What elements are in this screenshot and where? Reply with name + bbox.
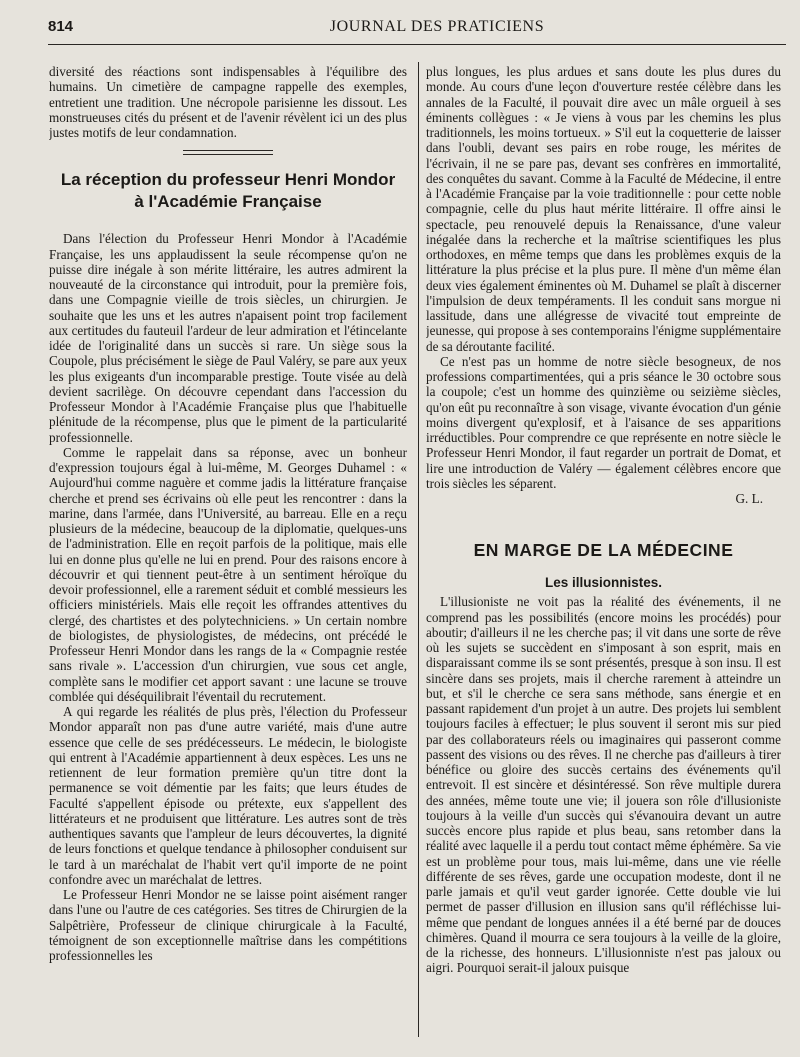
article-title-line-2: à l'Académie Française [134,192,322,212]
author-signature: G. L. [735,491,763,506]
journal-title: JOURNAL DES PRATICIENS [329,18,545,35]
section-paragraph: L'illusioniste ne voit pas la réalité des événements, il ne comprend pas les possibilités (encore moins les procédés) pour aboutir; d'ailleurs il ne les cherche pas; il vit dans une sorte de rêve où les sujets se succèdent en s'imposant à son esprit, mais en disparaissant comme ils se sont présentés, presque à son insu. Il est sincère dans ses projets, mais il cherche rarement à atteindre un but, et s'il le cherche ce sera sans méthode, sans énergie et en passant rapidement d'un projet à un autre. Des projets lui semblent toujours faciles à effectuer; le plus souvent il seront mis sur pied par des collaborateurs réels ou imaginaires qui passeront comme passent des visions ou des rêves. Il ne cherche pas d'ailleurs à tirer bénéfice ou gloire des succès certains des événements qu'il entrevoit. Il est sincère et désintéressé. Son rêve multiple durera des années, même toute une vie; il jouera son rôle d'illusioniste toujours à la veille d'un succès qui s'évanouira devant un autre succès encore plus rapide et plus beau, sans retomber dans la réalité avec laquelle il a perdu tout contact même éphémère. Sa vie est un problème pour tous, mais lui-même, dans une vie réelle différente de ses rêves, garde une occupation modeste, dont il ne parle jamais et qu'il veut garder ignorée. Cette double vie lui permet de passer d'illusion en illusion sans qu'il réfléchisse lui-même que pendant de longues années il a été berné par de douces chimères. Quand il mourra ce sera toujours à la veille de la gloire, de la richesse, des honneurs. L'illusionniste n'est pas jaloux ou aigri. Pourquoi serait-il jaloux puisque [426,594,781,976]
article-paragraph-continued: plus longues, les plus ardues et sans doute les plus dures du monde. Au cours d'une leçon d'ouverture restée célèbre dans les annales de la Faculté, il pouvait dire avec un mâle orgueil à ses éminents collègues : « Je viens à vous par les chemins les plus traditionnels, les moins tortueux. » S'il eut la coquetterie de laisser dans l'oubli, devant ses pairs en robe rouge, les mérites de l'écrivain, il ne se pare pas, devant ses confrères en immortalité, des conquêtes du savant. Comme à la Faculté de Médecine, il entre à l'Académie Française par la voie traditionnelle : pour cette noble compagnie, celle du plus haut mérite littéraire. Il offre ainsi le spectacle, peu renouvelé depuis la Renaissance, d'une valeur inégalée dans la recherche et la maîtrise scientifiques les plus orthodoxes, en même temps que dans les problèmes exquis de la littérature la plus précise et la plus pure. Il mène d'un même élan deux vies également éminentes où M. Duhamel se plaît à discerner l'impulsion de deux tempéraments. Il les conduit sans morgue ni lassitude, dans une allégresse de vivacité tout empreinte de jeunesse, qui propose à ses contemporains l'énigme supplémentaire de sa déroutante facilité. [426,64,781,354]
article-paragraph: Ce n'est pas un homme de notre siècle besogneux, de nos professions compartimentées, qui a pris séance le 30 octobre sous la coupole; c'est un homme des quinzième ou seizième siècles, qu'on eût pu reconnaître à son visage, vivante évocation d'un génie moins divergent qu'explosif, et à l'aisance de ses apparitions irréductibles. Pour comprendre ce que représente en notre siècle le Professeur Henri Mondor, il faut regarder un portrait de Domat, et lire une introduction de Valéry — également célèbres encore que trois siècles les séparent. [426,353,781,491]
intro-paragraph: diversité des réactions sont indispensables à l'équilibre des humains. Un cimetière de campagne rappelle des exemples, entretient une tradition. Une nécropole parisienne les dissout. Les monstrueuses cités du présent et de l'avenir révèlent ici un des plus justes motifs de leur condamnation. [49,64,407,140]
header-rule [48,44,786,45]
article-title-line-1: La réception du professeur Henri Mondor [60,170,396,190]
page-number: 814 [48,18,74,35]
article-title [49,169,407,213]
section-gap [426,506,781,536]
section-title: EN MARGE DE LA MÉDECINE [473,540,734,561]
page-header [48,18,786,40]
article-paragraph: Dans l'élection du Professeur Henri Mondor à l'Académie Française, les uns applaudissent la seule récompense qu'on ne puisse dire inégale à son mérite littéraire, les autres admirent la nouveauté de la circonstance qui introduit, pour la première fois, dans une Compagnie vieille de trois siècles, un chirurgien. Je souhaite que les uns et les autres n'apaisent point trop facilement aux certitudes du fauteuil l'ardeur de leur admiration et l'étincelante idée de l'originalité dans un succès si rare. Un siège sous la Coupole, plus précisément le siège de Paul Valéry, se pare aux yeux les plus exigeants d'un incomparable prestige. Toute visée au delà devient sacrilège. On découvre cependant dans l'accession du Professeur Mondor à l'Académie Française plus que l'habituelle plénitude de la récompense, plus que le piment de la particularité professionnelle. [49,231,407,445]
right-column [426,64,781,1039]
subsection-title: Les illusionnistes. [544,575,663,591]
article-separator [183,150,273,155]
article-paragraph: Comme le rappelait dans sa réponse, avec un bonheur d'expression toujours égal à lui-même, M. Georges Duhamel : « Aujourd'hui comme naguère et comme jadis la littérature française cherche et prend ses écrivains où elle peut les rencontrer : dans la marine, dans l'armée, dans l'Université, au barreau. Elle en a reçu plusieurs de la médecine, beaucoup de la diplomatie, quelques-uns de l'administration. Elle en reçoit parfois de la politique, mais elle lui en donne plus qu'elle ne lui en prend. Pour des raisons encore à découvrir et qui tiennent peut-être à un sentiment héroïque du devoir professionnel, elle a rarement séduit et comblé messieurs les officiers ministériels. Mais elle reçoit les offrandes attentives du clergé, des chartistes et des polytechniciens. » Un certain nombre de biologistes, de physiologistes, de médecins, ont précédé le Professeur Henri Mondor dans les rangs de la « Compagnie restée sans rivale ». L'accession d'un chirurgien, vue sous cet angle, complète sans le modifier cet apport savant : une lacune se trouve comblée qui déséquilibrait l'éventail du recrutement. [49,444,407,704]
column-divider [418,62,419,1037]
left-column [49,64,407,1039]
article-paragraph: A qui regarde les réalités de plus près, l'élection du Professeur Mondor apparaît non pas d'une autre variété, mais d'une autre essence que celle de ses prédécesseurs. Le médecin, le biologiste qui entrent à l'Académie appartiennent à deux espèces. Les uns ne retiennent de leur formation première qu'un titre dont la permanence se voit démentie par les faits; que leurs études de Faculté s'appellent épisode ou prétexte, eux s'appellent des littérateurs et ne produisent que littérature. Les autres sont de très authentiques savants que l'ampleur de leurs découvertes, la dignité de leurs fonctions et quelque tendance à philosopher conduisent sur le tard à un maréchalat de l'habit vert qu'il importe de ne point confondre avec un maréchalat de lettres. [49,704,407,887]
article-paragraph: Le Professeur Henri Mondor ne se laisse point aisément ranger dans l'une ou l'autre de ces catégories. Ses titres de Chirurgien de la Salpêtrière, Professeur de clinique chirurgicale à la Faculté, témoignent de son exceptionnelle maîtrise dans les compétitions professionnelles les [49,887,407,963]
